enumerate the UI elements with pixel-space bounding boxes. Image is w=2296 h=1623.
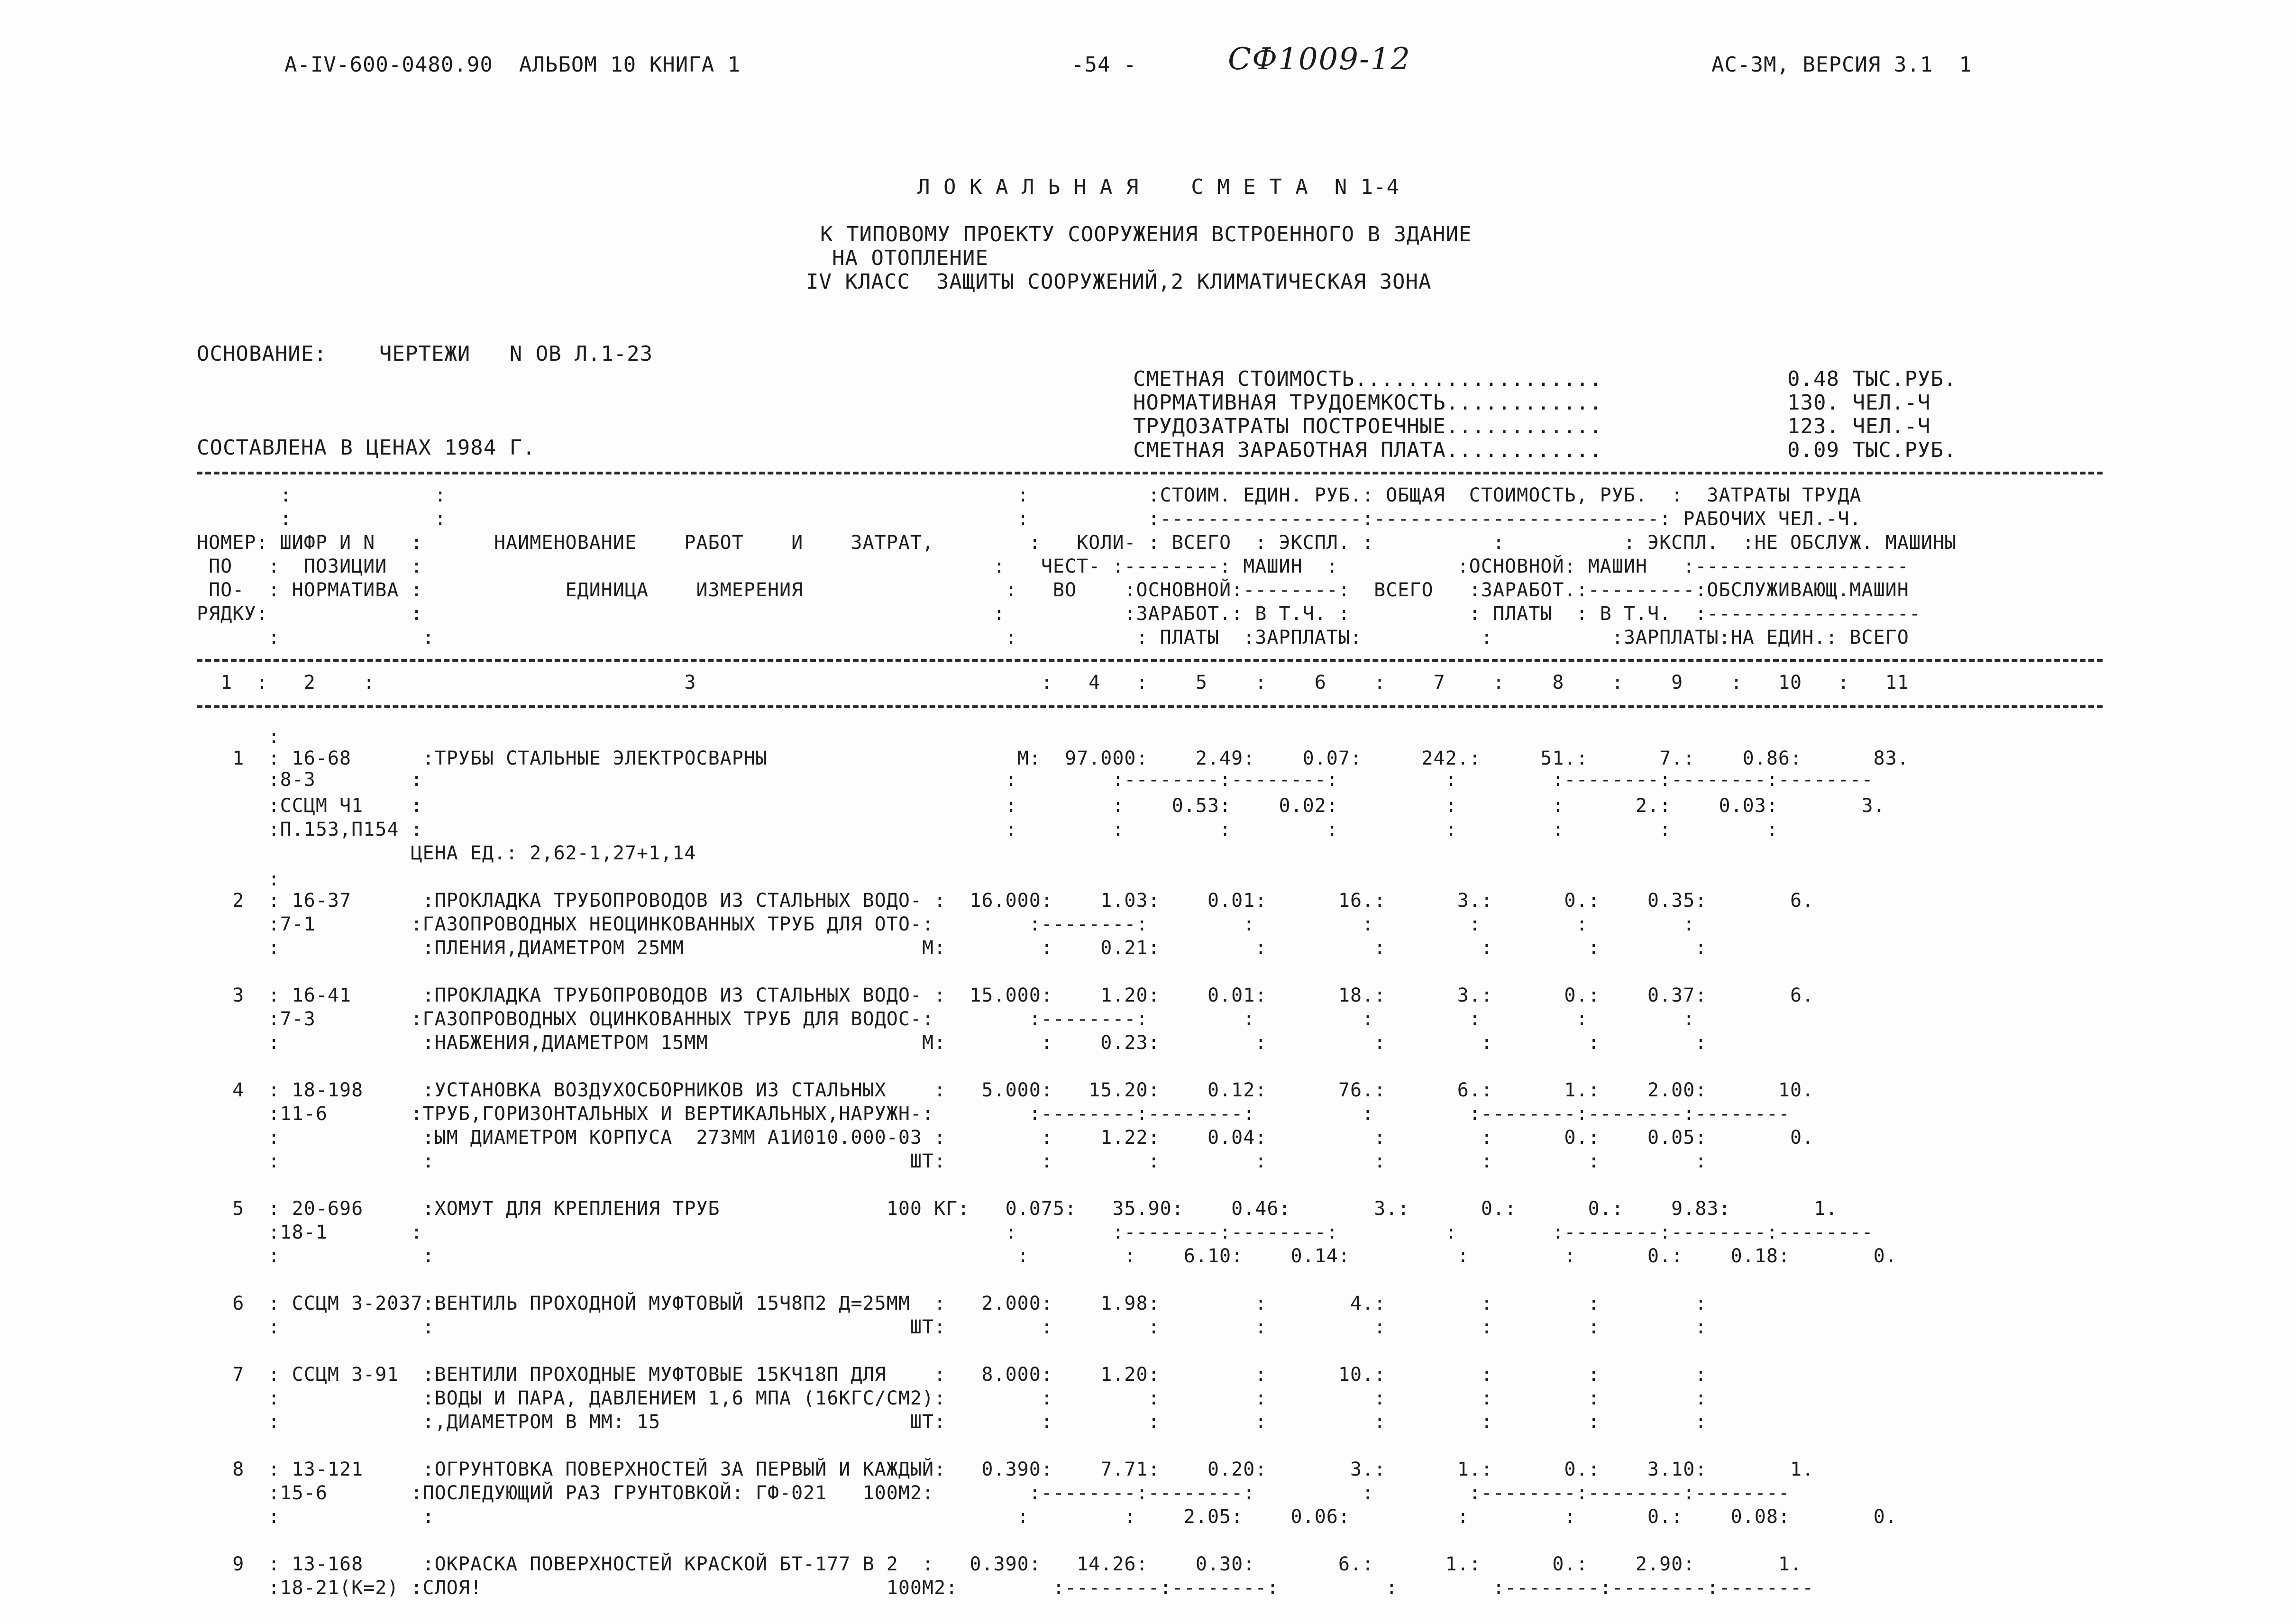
row-line: :11-6 :ТРУБ,ГОРИЗОНТАЛЬНЫХ И ВЕРТИКАЛЬНЫХ,НАРУЖН-: :--------:--------: : :--------:--------:-------- <box>197 1103 1790 1125</box>
row-line: 1 : 16-68 :ТРУБЫ СТАЛЬНЫЕ ЭЛЕКТРОСВАРНЫ М: 97.000: 2.49: 0.07: 242.: 51.: 7.: 0.86: 83. <box>197 748 1909 769</box>
page-number: -54 - <box>1071 53 1137 77</box>
row-line: : <box>197 726 280 748</box>
handwritten-code: СФ1009-12 <box>1228 42 1411 77</box>
row-line: : <box>197 868 280 890</box>
row-line: :7-3 :ГАЗОПРОВОДНЫХ ОЦИНКОВАННЫХ ТРУБ ДЛЯ ВОДОС-: :--------: : : : : : <box>197 1008 1695 1030</box>
version-info: АС-3М, ВЕРСИЯ 3.1 1 <box>1711 53 1972 77</box>
row-line: : :ПЛЕНИЯ,ДИАМЕТРОМ 25ММ М: : 0.21: : : : : : <box>197 937 1707 959</box>
table-header-line: ПО : ПОЗИЦИИ : : ЧЕСТ- :--------: МАШИН : :ОСНОВНОЙ: МАШИН :------------------ <box>197 556 1909 577</box>
title-line-3: IV КЛАСС ЗАЩИТЫ СООРУЖЕНИЙ,2 КЛИМАТИЧЕСКАЯ ЗОНА <box>806 270 1432 294</box>
row-line: :8-3 : : :--------:--------: : :--------:--------:-------- <box>197 769 1874 791</box>
row-line: :15-6 :ПОСЛЕДУЮЩИЙ РАЗ ГРУНТОВКОЙ: ГФ-021 100М2: :--------:--------: : :--------:--------:-------- <box>197 1482 1790 1504</box>
title-line-2: НА ОТОПЛЕНИЕ <box>832 246 988 270</box>
row-line: :П.153,П154 : : : : : : : : : <box>197 819 1778 840</box>
summary-label: ТРУДОЗАТРАТЫ ПОСТРОЕЧНЫЕ............ <box>1133 414 1602 438</box>
row-line: :7-1 :ГАЗОПРОВОДНЫХ НЕОЦИНКОВАННЫХ ТРУБ ДЛЯ ОТО-: :--------: : : : : : <box>197 913 1695 935</box>
row-line: :ССЦМ Ч1 : : : 0.53: 0.02: : : 2.: 0.03: 3. <box>197 795 1885 817</box>
row-line: :18-21(К=2) :СЛОЯ! 100М2: :--------:--------: : :--------:--------:-------- <box>197 1577 1814 1599</box>
summary-label: СМЕТНАЯ ЗАРАБОТНАЯ ПЛАТА............ <box>1133 438 1602 462</box>
summary-value: 0.09 ТЫС.РУБ. <box>1787 438 1957 462</box>
table-header-line: РЯДКУ: : : :ЗАРАБОТ.: В Т.Ч. : : ПЛАТЫ : В Т.Ч. :------------------ <box>197 603 1921 625</box>
row-line: : :ЫМ ДИАМЕТРОМ КОРПУСА 273ММ А1И010.000-03 : : 1.22: 0.04: : : 0.: 0.05: 0. <box>197 1127 1814 1149</box>
basis-line: ОСНОВАНИЕ: ЧЕРТЕЖИ N ОВ Л.1-23 <box>197 342 653 366</box>
summary-label: СМЕТНАЯ СТОИМОСТЬ................... <box>1133 367 1602 391</box>
row-line: : : : : 2.05: 0.06: : : 0.: 0.08: 0. <box>197 1506 1897 1528</box>
summary-value: 123. ЧЕЛ.-Ч <box>1787 414 1931 438</box>
row-line: 2 : 16-37 :ПРОКЛАДКА ТРУБОПРОВОДОВ ИЗ СТАЛЬНЫХ ВОДО- : 16.000: 1.03: 0.01: 16.: 3.: 0.: 0.35: 6. <box>197 890 1814 912</box>
album-code: А-IV-600-0480.90 АЛЬБОМ 10 КНИГА 1 <box>284 53 741 77</box>
row-line: : :,ДИАМЕТРОМ В ММ: 15 ШТ: : : : : : : : <box>197 1411 1707 1433</box>
column-numbers: 1 : 2 : 3 : 4 : 5 : 6 : 7 : 8 : 9 : 10 : 11 <box>197 672 1909 693</box>
row-line: 7 : ССЦМ 3-91 :ВЕНТИЛИ ПРОХОДНЫЕ МУФТОВЫЕ 15КЧ18П ДЛЯ : 8.000: 1.20: : 10.: : : : <box>197 1364 1707 1386</box>
summary-value: 0.48 ТЫС.РУБ. <box>1787 367 1957 391</box>
row-line: : :НАБЖЕНИЯ,ДИАМЕТРОМ 15ММ М: : 0.23: : : : : : <box>197 1032 1707 1054</box>
table-header-line: : : : :СТОИМ. ЕДИН. РУБ.: ОБЩАЯ СТОИМОСТЬ, РУБ. : ЗАТРАТЫ ТРУДА <box>197 484 1862 506</box>
row-line: 4 : 18-198 :УСТАНОВКА ВОЗДУХОСБОРНИКОВ ИЗ СТАЛЬНЫХ : 5.000: 15.20: 0.12: 76.: 6.: 1.: 2.00: 10. <box>197 1079 1814 1101</box>
row-line: 9 : 13-168 :ОКРАСКА ПОВЕРХНОСТЕЙ КРАСКОЙ БТ-177 В 2 : 0.390: 14.26: 0.30: 6.: 1.: 0.: 2.90: 1. <box>197 1553 1802 1575</box>
row-line: : : : : 6.10: 0.14: : : 0.: 0.18: 0. <box>197 1245 1897 1267</box>
summary-label: НОРМАТИВНАЯ ТРУДОЕМКОСТЬ............ <box>1133 391 1602 415</box>
prices-note: СОСТАВЛЕНА В ЦЕНАХ 1984 Г. <box>197 436 536 460</box>
row-line: 6 : ССЦМ 3-2037:ВЕНТИЛЬ ПРОХОДНОЙ МУФТОВЫЙ 15Ч8П2 Д=25ММ : 2.000: 1.98: : 4.: : : : <box>197 1293 1707 1314</box>
row-line: : : ШТ: : : : : : : : <box>197 1150 1707 1172</box>
header-rule <box>197 659 2103 662</box>
column-numbers-rule <box>197 705 2103 708</box>
row-line: :18-1 : : :--------:--------: : :--------:--------:-------- <box>197 1222 1874 1243</box>
table-header-line: : : : : ПЛАТЫ :ЗАРПЛАТЫ: : :ЗАРПЛАТЫ:НА ЕДИН.: ВСЕГО <box>197 627 1909 648</box>
row-line: : :ВОДЫ И ПАРА, ДАВЛЕНИЕМ 1,6 МПА (16КГС/СМ2): : : : : : : : <box>197 1387 1707 1409</box>
row-line: : : ШТ: : : : : : : : <box>197 1316 1707 1338</box>
row-line: 3 : 16-41 :ПРОКЛАДКА ТРУБОПРОВОДОВ ИЗ СТАЛЬНЫХ ВОДО- : 15.000: 1.20: 0.01: 18.: 3.: 0.: 0.37: 6. <box>197 985 1814 1006</box>
row-line: 5 : 20-696 :ХОМУТ ДЛЯ КРЕПЛЕНИЯ ТРУБ 100 КГ: 0.075: 35.90: 0.46: 3.: 0.: 0.: 9.83: 1. <box>197 1198 1838 1220</box>
table-header-line: : : : :-----------------:------------------------: РАБОЧИХ ЧЕЛ.-Ч. <box>197 508 1862 530</box>
table-header-line: ПО- : НОРМАТИВА : ЕДИНИЦА ИЗМЕРЕНИЯ : ВО :ОСНОВНОЙ:--------: ВСЕГО :ЗАРАБОТ.:---------:ОБСЛУЖИВАЮЩ.МАШИН <box>197 579 1909 601</box>
summary-value: 130. ЧЕЛ.-Ч <box>1787 391 1931 415</box>
row-line: 8 : 13-121 :ОГРУНТОВКА ПОВЕРХНОСТЕЙ ЗА ПЕРВЫЙ И КАЖДЫЙ: 0.390: 7.71: 0.20: 3.: 1.: 0.: 3.10: 1. <box>197 1459 1814 1480</box>
table-top-rule <box>197 472 2103 474</box>
document-title: Л О К А Л Ь Н А Я С М Е Т А N 1-4 <box>917 175 1400 199</box>
row-line: ЦЕНА ЕД.: 2,62-1,27+1,14 <box>197 842 696 864</box>
title-line-1: К ТИПОВОМУ ПРОЕКТУ СООРУЖЕНИЯ ВСТРОЕННОГО В ЗДАНИЕ <box>820 222 1472 246</box>
table-header-line: НОМЕР: ШИФР И N : НАИМЕНОВАНИЕ РАБОТ И ЗАТРАТ, : КОЛИ- : ВСЕГО : ЭКСПЛ. : : : ЭКСПЛ. :НЕ ОБСЛУЖ. МАШИНЫ <box>197 532 1957 554</box>
